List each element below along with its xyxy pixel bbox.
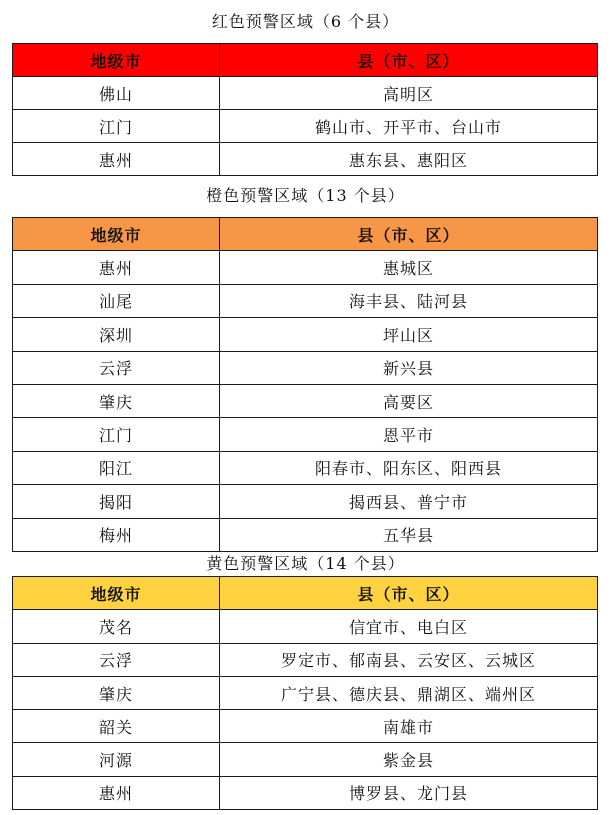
table-row <box>13 143 598 176</box>
city-cell: 江门 <box>13 110 220 143</box>
table-header-row <box>13 44 598 77</box>
county-cell: 海丰县、陆河县 <box>220 284 598 317</box>
table-row <box>13 418 598 451</box>
county-cell: 揭西县、普宁市 <box>220 485 598 518</box>
county-cell: 博罗县、龙门县 <box>220 776 598 809</box>
warning-table-yellow <box>12 576 598 810</box>
table-row <box>13 610 598 643</box>
column-header-county: 县（市、区） <box>220 577 598 610</box>
county-cell: 新兴县 <box>220 351 598 384</box>
county-cell: 坪山区 <box>220 318 598 351</box>
city-cell: 惠州 <box>13 251 220 284</box>
city-cell: 江门 <box>13 418 220 451</box>
city-cell: 河源 <box>13 743 220 776</box>
table-row <box>13 77 598 110</box>
city-cell: 茂名 <box>13 610 220 643</box>
county-cell: 南雄市 <box>220 710 598 743</box>
table-row <box>13 743 598 776</box>
table-row <box>13 643 598 676</box>
county-cell: 广宁县、德庆县、鼎湖区、端州区 <box>220 676 598 709</box>
section-title-yellow: 黄色预警区域（14 个县） <box>206 554 405 573</box>
city-cell: 惠州 <box>13 776 220 809</box>
county-cell: 惠东县、惠阳区 <box>220 143 598 176</box>
city-cell: 惠州 <box>13 143 220 176</box>
table-row <box>13 110 598 143</box>
table-row <box>13 318 598 351</box>
table-row <box>13 284 598 317</box>
table-row <box>13 451 598 484</box>
city-cell: 云浮 <box>13 643 220 676</box>
city-cell: 云浮 <box>13 351 220 384</box>
table-row <box>13 676 598 709</box>
table-header-row <box>13 577 598 610</box>
city-cell: 揭阳 <box>13 485 220 518</box>
city-cell: 深圳 <box>13 318 220 351</box>
county-cell: 高明区 <box>220 77 598 110</box>
table-row <box>13 710 598 743</box>
table-row <box>13 251 598 284</box>
county-cell: 恩平市 <box>220 418 598 451</box>
county-cell: 高要区 <box>220 384 598 417</box>
section-title-orange: 橙色预警区域（13 个县） <box>206 186 405 205</box>
county-cell: 惠城区 <box>220 251 598 284</box>
city-cell: 梅州 <box>13 518 220 551</box>
city-cell: 汕尾 <box>13 284 220 317</box>
table-row <box>13 776 598 809</box>
county-cell: 阳春市、阳东区、阳西县 <box>220 451 598 484</box>
warning-table-red <box>12 43 598 176</box>
column-header-city: 地级市 <box>13 577 220 610</box>
table-row <box>13 384 598 417</box>
table-row <box>13 518 598 551</box>
column-header-county: 县（市、区） <box>220 218 598 251</box>
city-cell: 阳江 <box>13 451 220 484</box>
city-cell: 肇庆 <box>13 384 220 417</box>
city-cell: 肇庆 <box>13 676 220 709</box>
table-row <box>13 351 598 384</box>
table-row <box>13 485 598 518</box>
table-header-row <box>13 218 598 251</box>
section-title-red: 红色预警区域（6 个县） <box>211 12 400 31</box>
county-cell: 五华县 <box>220 518 598 551</box>
county-cell: 信宜市、电白区 <box>220 610 598 643</box>
county-cell: 紫金县 <box>220 743 598 776</box>
county-cell: 罗定市、郁南县、云安区、云城区 <box>220 643 598 676</box>
column-header-city: 地级市 <box>13 218 220 251</box>
city-cell: 佛山 <box>13 77 220 110</box>
column-header-city: 地级市 <box>13 44 220 77</box>
city-cell: 韶关 <box>13 710 220 743</box>
warning-table-orange <box>12 217 598 552</box>
county-cell: 鹤山市、开平市、台山市 <box>220 110 598 143</box>
column-header-county: 县（市、区） <box>220 44 598 77</box>
